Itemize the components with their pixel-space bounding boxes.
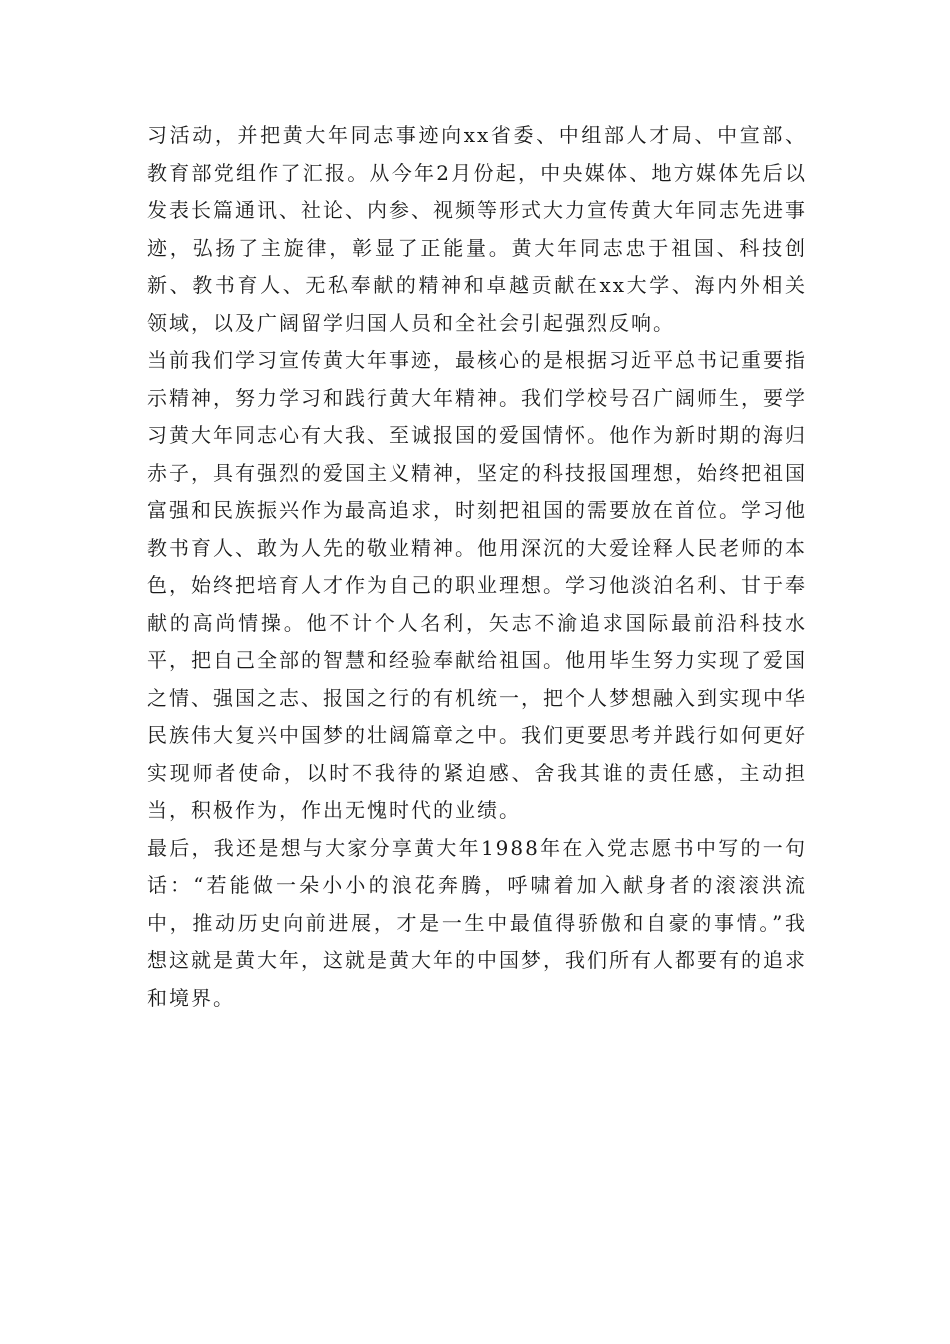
paragraph-2: 当前我们学习宣传黄大年事迹，最核心的是根据习近平总书记重要指示精神，努力学习和践行黄大年精神。我们学校号召广阔师生，要学习黄大年同志心有大我、至诚报国的爱国情怀。他作为新时期的海归赤子，具有强烈的爱国主义精神，坚定的科技报国理想，始终把祖国富强和民族振兴作为最高追求，时刻把祖国的需要放在首位。学习他教书育人、敢为人先的敬业精神。他用深沉的大爱诠释人民老师的本色，始终把培育人才作为自己的职业理想。学习他淡泊名利、甘于奉献的高尚情操。他不计个人名利，矢志不渝追求国际最前沿科技水平，把自己全部的智慧和经验奉献给祖国。他用毕生努力实现了爱国之情、强国之志、报国之行的有机统一，把个人梦想融入到实现中华民族伟大复兴中国梦的壮阔篇章之中。我们更要思考并践行如何更好实现师者使命，以时不我待的紧迫感、舍我其谁的责任感，主动担当，积极作为，作出无愧时代的业绩。 [147, 348, 807, 822]
document-body [147, 117, 807, 1017]
paragraph-1: 习活动，并把黄大年同志事迹向xx省委、中组部人才局、中宣部、教育部党组作了汇报。从今年2月份起，中央媒体、地方媒体先后以发表长篇通讯、社论、内参、视频等形式大力宣传黄大年同志先进事迹，弘扬了主旋律，彰显了正能量。黄大年同志忠于祖国、科技创新、教书育人、无私奉献的精神和卓越贡献在xx大学、海内外相关领域，以及广阔留学归国人员和全社会引起强烈反响。 [147, 123, 807, 335]
paragraph-3: 最后，我还是想与大家分享黄大年1988年在入党志愿书中写的一句话：“若能做一朵小小的浪花奔腾，呼啸着加入献身者的滚滚洪流中，推动历史向前进展，才是一生中最值得骄傲和自豪的事情。”我想这就是黄大年，这就是黄大年的中国梦，我们所有人都要有的追求和境界。 [147, 835, 807, 1010]
